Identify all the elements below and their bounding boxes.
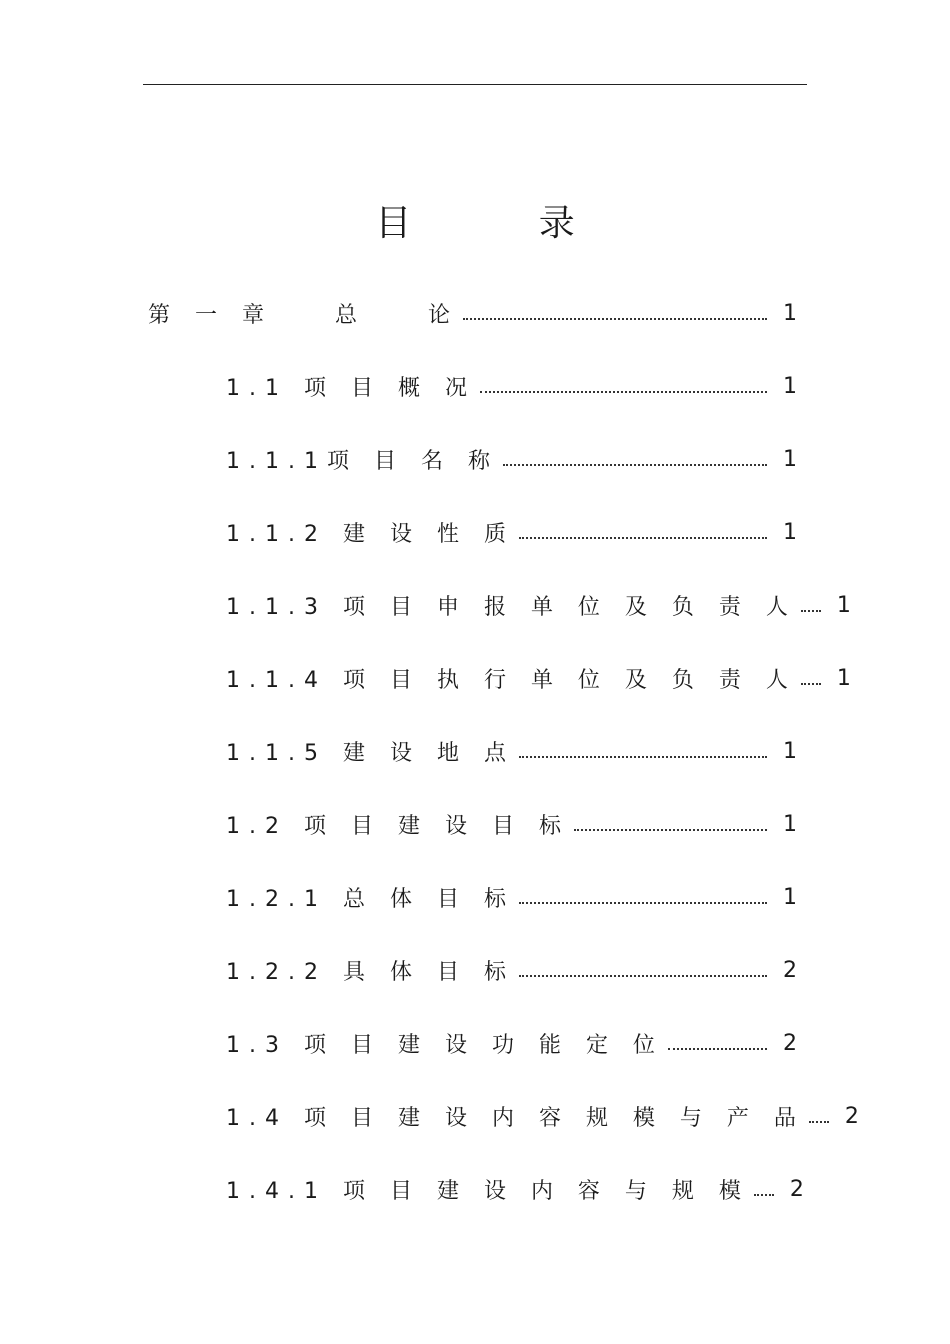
dot-leader — [809, 1121, 829, 1123]
dot-leader — [801, 610, 821, 612]
toc-entry-label: 1.1.1项 目 名 称 — [226, 448, 499, 474]
toc-entry-page: 1 — [783, 446, 797, 472]
toc-entry-page: 1 — [783, 519, 797, 545]
dot-leader — [668, 1048, 767, 1050]
toc-entry-label: 1.2.2 具 体 目 标 — [226, 959, 515, 985]
toc-entry-1-4-1[interactable] — [226, 1172, 804, 1206]
toc-entry-label: 1.4 项 目 建 设 内 容 规 模 与 产 品 — [226, 1105, 805, 1131]
toc-entry-1-1-3[interactable] — [226, 588, 851, 622]
dot-leader — [574, 829, 767, 831]
toc-entry-1-1-1[interactable] — [226, 442, 795, 476]
toc-entry-label: 1.1.3 项 目 申 报 单 位 及 负 责 人 — [226, 594, 797, 620]
dot-leader — [519, 537, 767, 539]
dot-leader — [801, 683, 821, 685]
toc-entry-page: 1 — [783, 811, 797, 837]
toc-entry-page: 2 — [789, 1176, 804, 1202]
toc-entry-label: 1.1 项 目 概 况 — [226, 375, 476, 401]
toc-entry-1-2-1[interactable] — [226, 880, 795, 914]
toc-entry-page: 1 — [783, 300, 797, 326]
dot-leader — [503, 464, 767, 466]
toc-entry-page: 1 — [836, 592, 851, 618]
toc-entry-label: 1.4.1 项 目 建 设 内 容 与 规 模 — [226, 1178, 750, 1204]
dot-leader — [519, 975, 767, 977]
toc-entry-page: 2 — [844, 1103, 859, 1129]
toc-entry-page: 1 — [783, 373, 797, 399]
toc-entry-1-1-5[interactable] — [226, 734, 795, 768]
dot-leader — [463, 318, 767, 320]
dot-leader — [519, 756, 767, 758]
toc-entry-1-2[interactable] — [226, 807, 795, 841]
toc-entry-1-1-2[interactable] — [226, 515, 795, 549]
toc-entry-1-3[interactable] — [226, 1026, 795, 1060]
toc-entry-chapter-1[interactable] — [148, 296, 795, 330]
toc-entry-page: 1 — [836, 665, 851, 691]
toc-entry-label: 1.3 项 目 建 设 功 能 定 位 — [226, 1032, 664, 1058]
toc-entry-label: 1.1.4 项 目 执 行 单 位 及 负 责 人 — [226, 667, 797, 693]
dot-leader — [754, 1194, 774, 1196]
toc-entry-label: 1.1.2 建 设 性 质 — [226, 521, 515, 547]
toc-entry-1-4[interactable] — [226, 1099, 859, 1133]
toc-entry-label: 1.1.5 建 设 地 点 — [226, 740, 515, 766]
dot-leader — [480, 391, 767, 393]
toc-entry-page: 2 — [783, 1030, 797, 1056]
toc-entry-page: 2 — [783, 957, 797, 983]
toc-entry-1-1[interactable] — [226, 369, 795, 403]
toc-entry-label: 1.2.1 总 体 目 标 — [226, 886, 515, 912]
dot-leader — [519, 902, 767, 904]
header-rule — [143, 84, 807, 85]
toc-title: 目 录 — [375, 203, 633, 244]
toc-entry-1-1-4[interactable] — [226, 661, 851, 695]
toc-entry-page: 1 — [783, 738, 797, 764]
toc-entry-label: 第 一 章 总 论 — [148, 302, 459, 328]
toc-entry-page: 1 — [783, 884, 797, 910]
toc-entry-label: 1.2 项 目 建 设 目 标 — [226, 813, 570, 839]
toc-entry-1-2-2[interactable] — [226, 953, 795, 987]
